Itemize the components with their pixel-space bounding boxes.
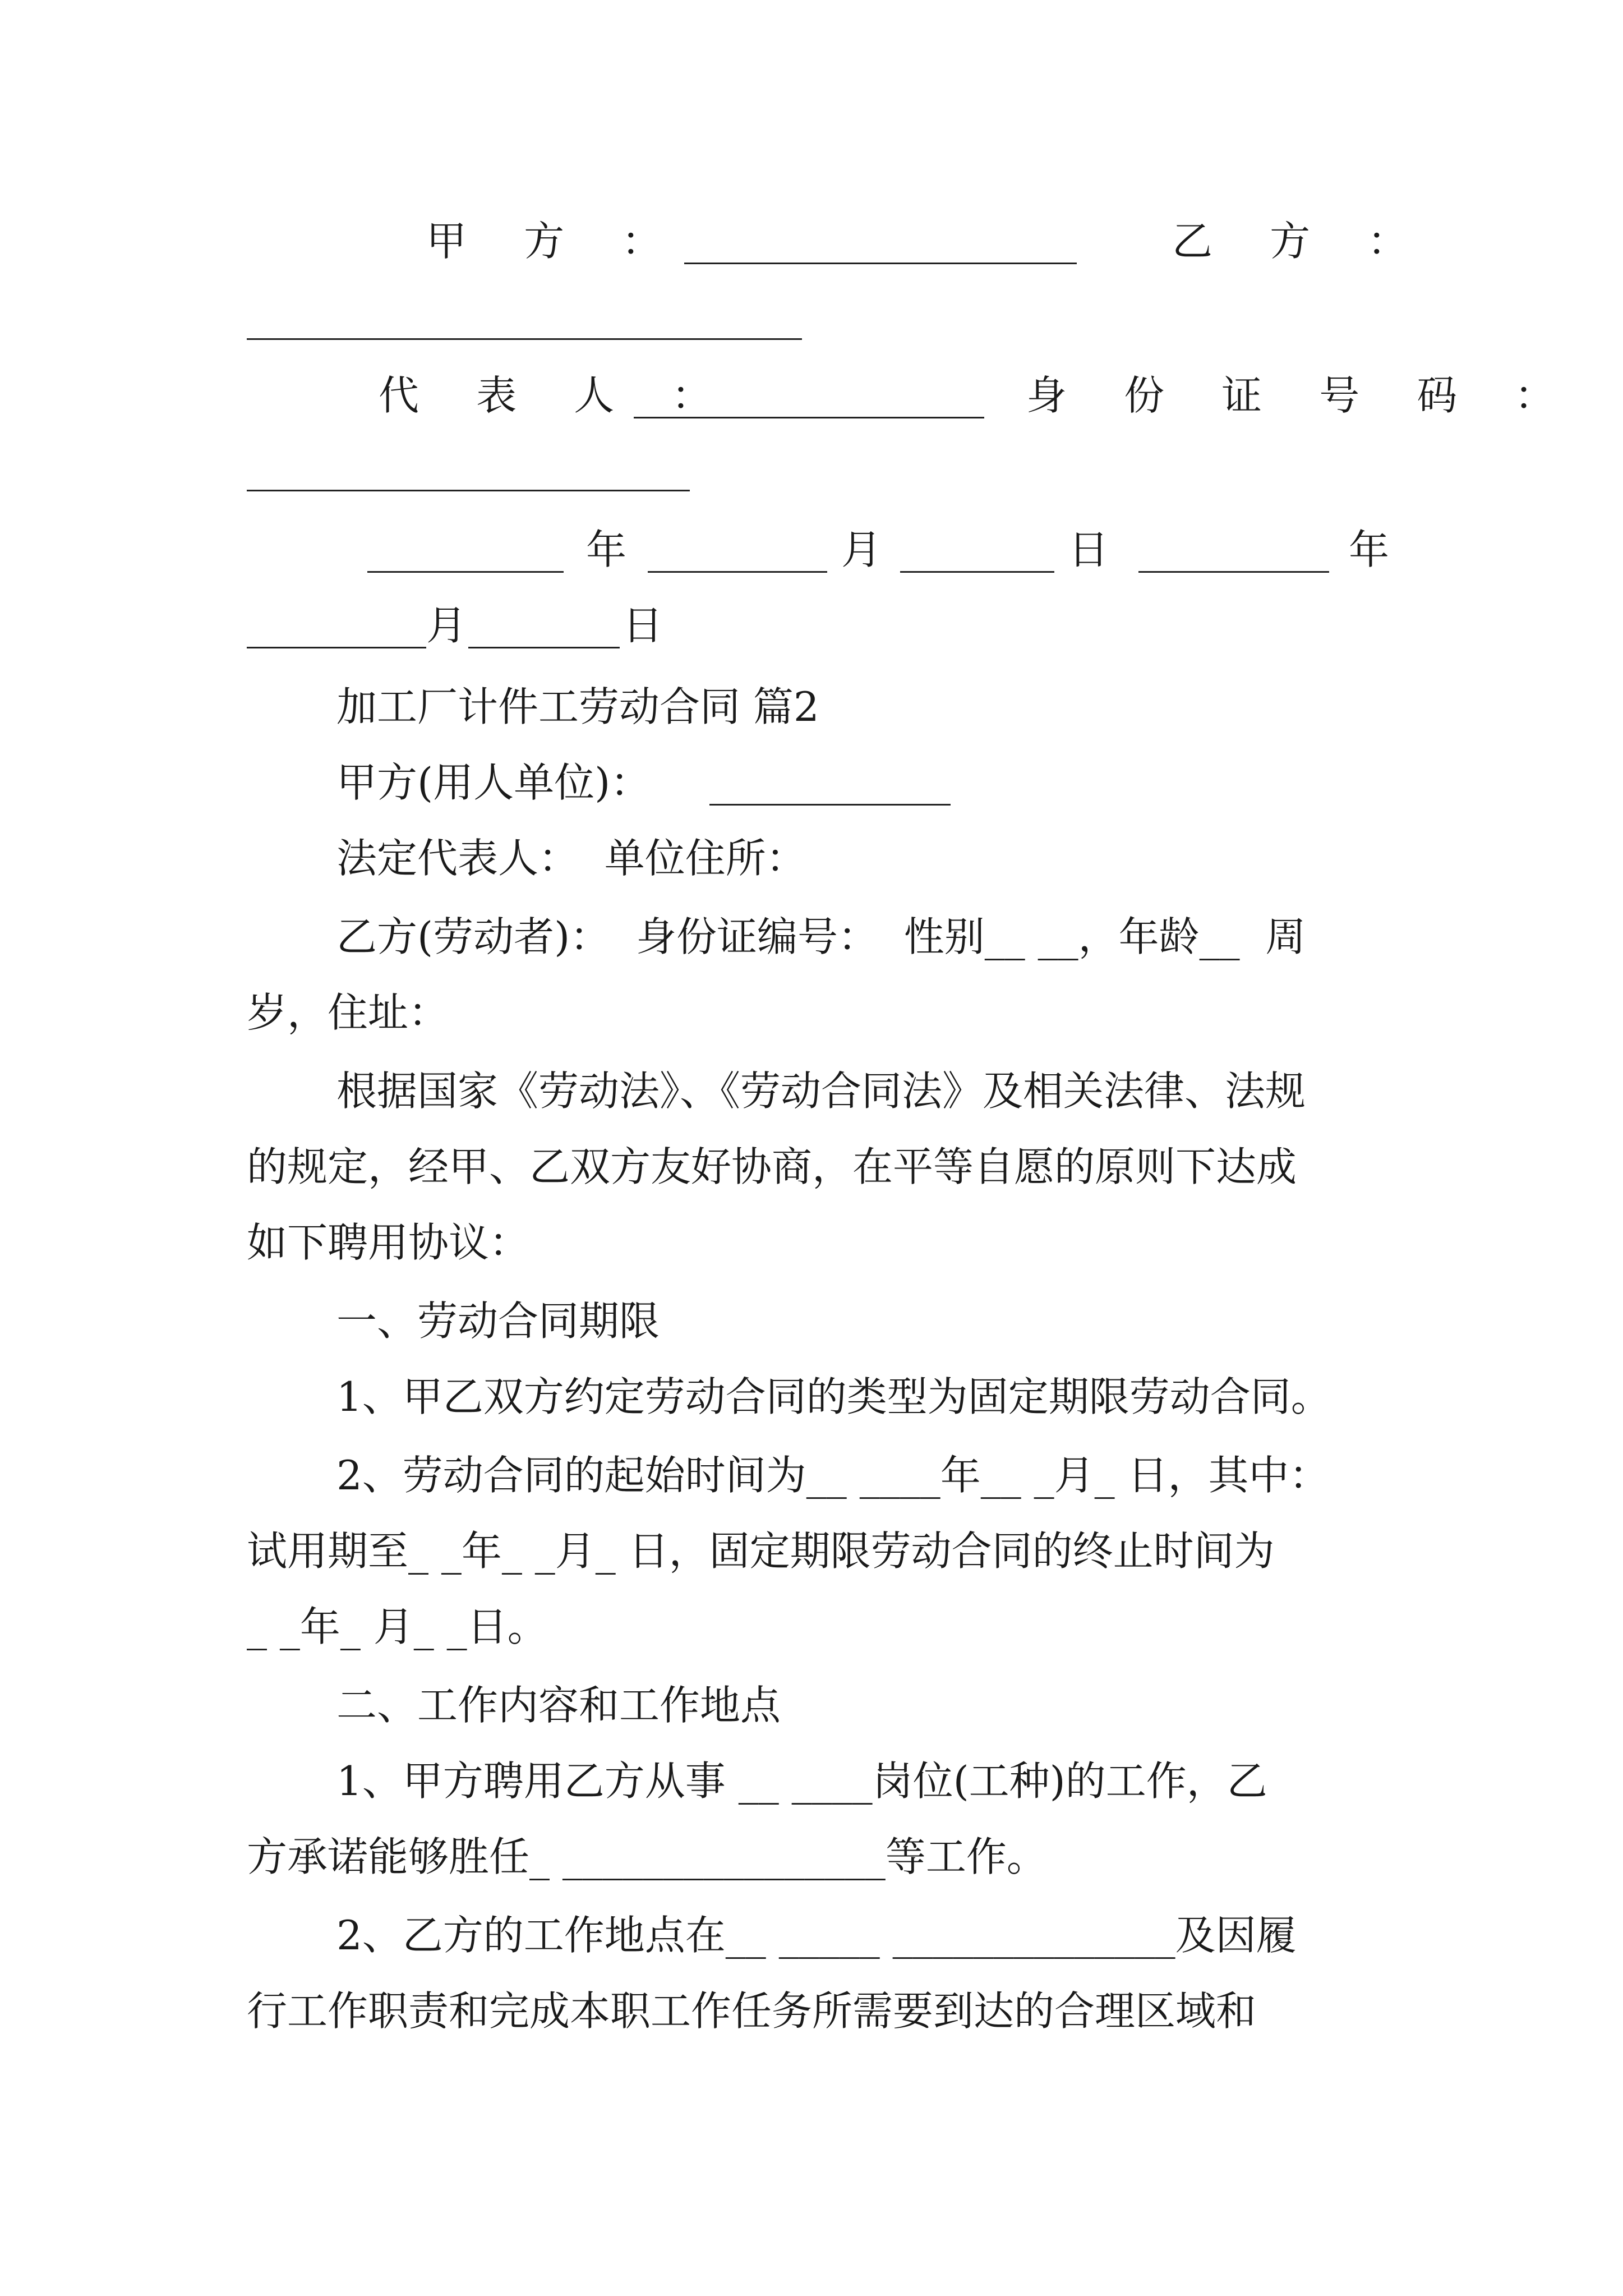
date-b-year: 年: [1349, 526, 1390, 573]
date-b-month-blank: [247, 647, 426, 648]
representative-blank: [634, 417, 984, 418]
clause-2-1-line-1: 1、甲方聘用乙方从事 __ ____岗位(工种)的工作，乙: [336, 1757, 1267, 1805]
legal-representative: 法定代表人： 单位住所：: [336, 835, 806, 882]
clause-1-2-line-3: _ _年_ 月_ _日。: [247, 1603, 548, 1650]
date-a-month-blank: [648, 571, 827, 573]
id-number-label: 身 份 证 号 码 ：: [1026, 372, 1578, 419]
heading-work: 二、工作内容和工作地点: [336, 1682, 781, 1729]
date-a-year: 年: [586, 526, 627, 573]
date-b-year-blank: [1138, 571, 1329, 573]
date-a-day-blank: [900, 571, 1054, 573]
section-title: 加工厂计件工劳动合同 篇2: [336, 683, 819, 730]
clause-1-2-line-2: 试用期至_ _年_ _月_ 日，固定期限劳动合同的终止时间为: [247, 1527, 1275, 1575]
party-a-employer-blank: [709, 804, 951, 806]
preamble-line-1: 根据国家《劳动法》、《劳动合同法》及相关法律、法规: [336, 1068, 1306, 1115]
party-a-blank: [684, 263, 1077, 264]
party-b-worker-cont: 岁，住址：: [247, 989, 449, 1036]
date-b-day-blank: [468, 647, 620, 648]
date-a-month: 月: [841, 526, 882, 573]
id-number-blank: [247, 490, 690, 491]
date-a-day: 日: [1068, 526, 1109, 573]
date-b-day: 日: [623, 602, 663, 649]
preamble-line-3: 如下聘用协议：: [247, 1219, 530, 1266]
heading-term: 一、劳动合同期限: [336, 1297, 660, 1345]
clause-1-2-line-1: 2、劳动合同的起始时间为__ ____年__ _月_ 日，其中：: [336, 1452, 1330, 1499]
date-a-year-blank: [367, 571, 564, 573]
preamble-line-2: 的规定，经甲、乙双方友好协商，在平等自愿的原则下达成: [247, 1143, 1297, 1190]
date-b-month: 月: [426, 602, 467, 649]
clause-2-1-line-2: 方承诺能够胜任_ ________________等工作。: [247, 1833, 1047, 1880]
party-a-label: 甲 方 ：: [426, 218, 684, 265]
party-a-employer: 甲方(用人单位)：: [336, 759, 651, 806]
representative-label: 代 表 人 ：: [379, 372, 734, 419]
party-b-blank: [247, 338, 802, 340]
party-b-worker: 乙方(劳动者)： 身份证编号： 性别__ __，年龄__ 周: [336, 913, 1306, 960]
clause-2-2-line-1: 2、乙方的工作地点在__ _____ ______________及因履: [336, 1912, 1297, 1959]
clause-1-1: 1、甲乙双方约定劳动合同的类型为固定期限劳动合同。: [336, 1373, 1331, 1420]
party-b-label: 乙 方 ：: [1172, 218, 1430, 265]
clause-2-2-line-2: 行工作职责和完成本职工作任务所需要到达的合理区域和: [247, 1987, 1257, 2035]
